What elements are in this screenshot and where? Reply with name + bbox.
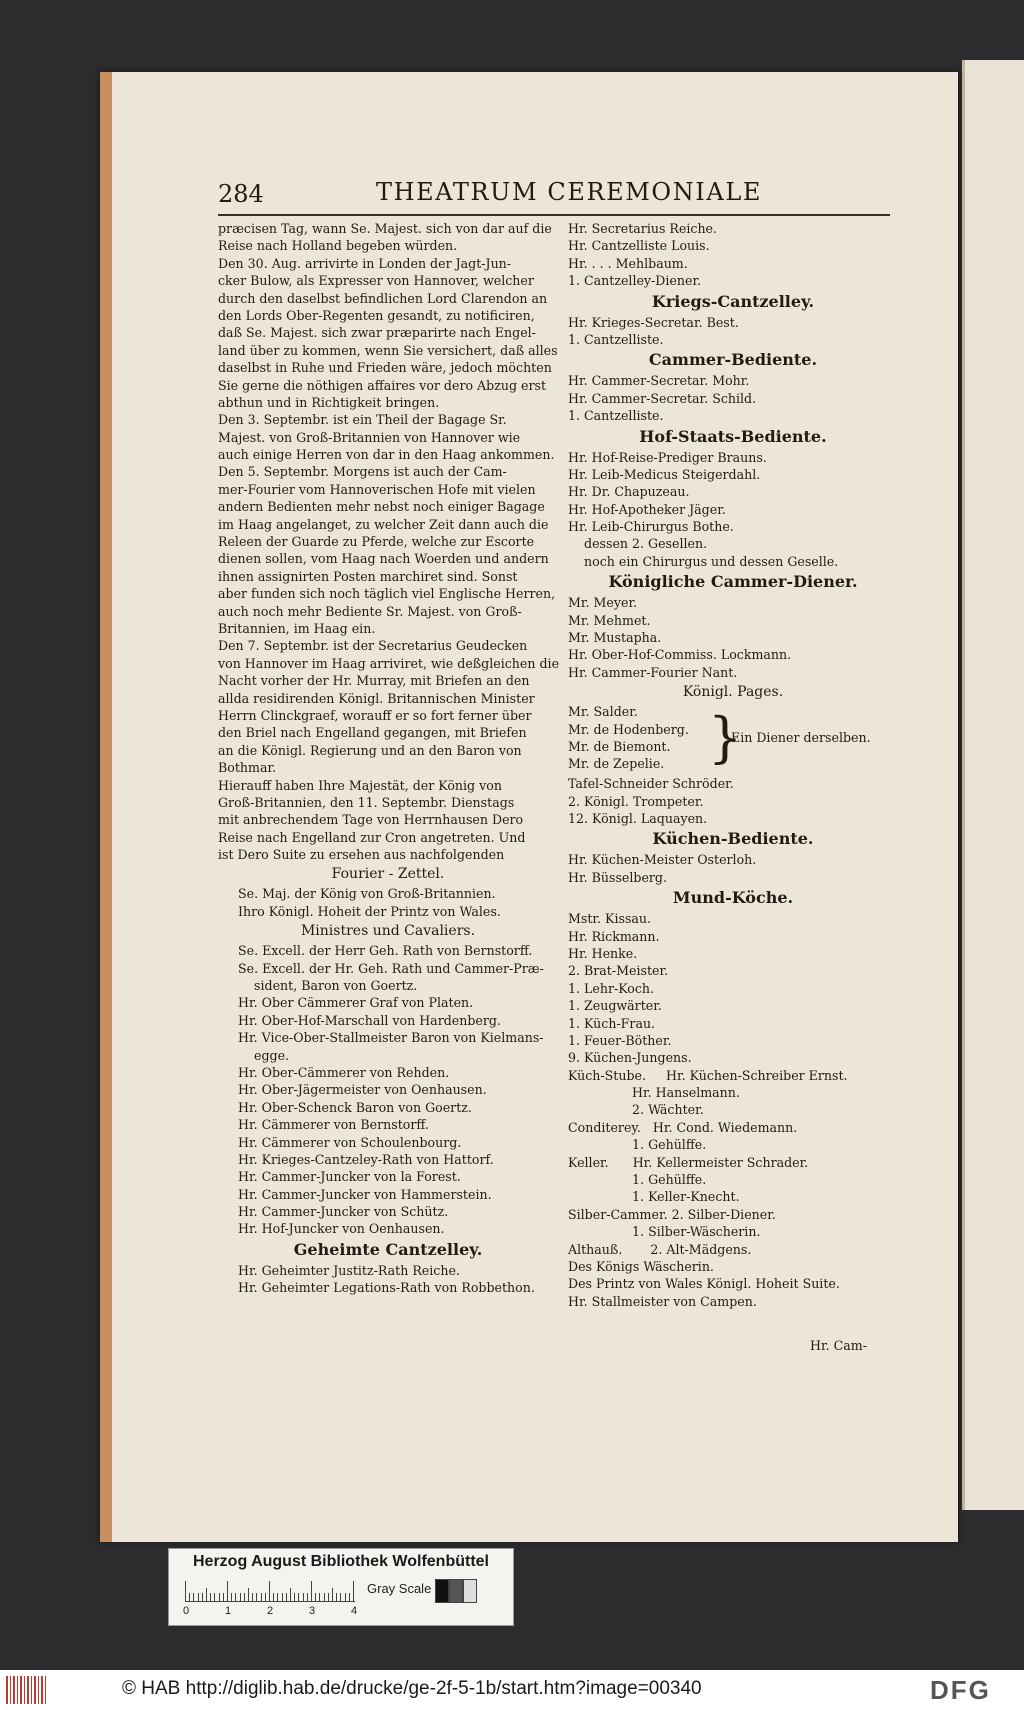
- brace-glyph: }: [708, 706, 743, 770]
- gray-swatch-dark: [449, 1579, 463, 1603]
- ruler-tick: [185, 1581, 186, 1601]
- ruler-tick: [198, 1593, 199, 1601]
- text-line: Hierauff haben Ihre Majestät, der König von: [218, 777, 502, 793]
- text-line: Des Printz von Wales Königl. Hoheit Suite.: [568, 1276, 840, 1292]
- text-line: Sie gerne die nöthigen affaires vor dero Abzug erst: [218, 377, 547, 393]
- ruler-tick: [303, 1593, 304, 1601]
- text-line: Hr. Henke.: [568, 945, 638, 961]
- text-line: dienen sollen, vom Haag nach Woerden und andern: [218, 551, 549, 567]
- ruler-tick: [324, 1593, 325, 1601]
- text-line: Bothmar.: [218, 760, 277, 776]
- text-line: 1. Lehr-Koch.: [568, 980, 655, 996]
- text-line: 1. Gehülffe.: [568, 1137, 707, 1153]
- text-line: aber funden sich noch täglich viel Englische Herren,: [218, 586, 556, 602]
- text-line: ist Dero Suite zu ersehen aus nachfolgenden: [218, 847, 505, 863]
- text-line: an die Königl. Regierung und an den Baron von: [218, 742, 522, 758]
- ruler-tick: [294, 1593, 295, 1601]
- text-line: 1. Küch-Frau.: [568, 1015, 656, 1031]
- gray-swatch-black: [435, 1579, 449, 1603]
- text-line: ihnen assignirten Posten marchiret sind. Sonst: [218, 568, 518, 584]
- text-line: Hr. Büsselberg.: [568, 869, 667, 885]
- text-line: Reise nach Engelland zur Cron angetreten. Und: [218, 829, 526, 845]
- text-line: Groß-Britannien, den 11. Septembr. Dienstags: [218, 794, 515, 810]
- text-line: auch noch mehr Bediente Sr. Majest. von Groß-: [218, 603, 522, 619]
- text-line: cker Bulow, als Expresser von Hannover, welcher: [218, 273, 534, 289]
- ruler-tick: [265, 1593, 266, 1601]
- gray-scale-label: Gray Scale: [367, 1581, 432, 1596]
- text-line: durch den daselbst befindlichen Lord Clarendon an: [218, 290, 548, 306]
- catchword: Hr. Cam-: [810, 1338, 867, 1353]
- text-line: 1. Zeugwärter.: [568, 998, 662, 1014]
- text-line: Herrn Clinckgraef, worauff er so fort ferner über: [218, 707, 532, 723]
- ruler-tick: [206, 1588, 207, 1601]
- ruler-tick: [223, 1593, 224, 1601]
- text-line: Mr. de Biemont.: [568, 738, 671, 754]
- text-line: Hr. Krieges-Cantzeley-Rath von Hattorf.: [238, 1151, 494, 1167]
- ruler-tick: [227, 1581, 228, 1601]
- ruler-tick: [336, 1593, 337, 1601]
- card-title: Herzog August Bibliothek Wolfenbüttel: [193, 1553, 489, 1570]
- text-line: Hr. Leib-Chirurgus Bothe.: [568, 519, 734, 535]
- text-line: land über zu kommen, wenn Sie versichert, daß alles: [218, 342, 558, 358]
- dfg-logo: DFG: [930, 1675, 991, 1705]
- ruler-tick: [252, 1593, 253, 1601]
- text-line: Hr. Cantzelliste Louis.: [568, 238, 710, 254]
- text-line: Hr. Cämmerer von Bernstorff.: [238, 1117, 429, 1133]
- adjacent-page-edge: [962, 60, 1024, 1510]
- text-line: 12. Königl. Laquayen.: [568, 810, 708, 826]
- ruler-tick: [189, 1593, 190, 1601]
- text-line: Hr. Geheimter Justitz-Rath Reiche.: [238, 1262, 460, 1278]
- section-heading: Königl. Pages.: [682, 684, 784, 701]
- ruler-tick: [340, 1593, 341, 1601]
- ruler-tick: [282, 1593, 283, 1601]
- ruler-tick: [345, 1593, 346, 1601]
- text-line: daß Se. Majest. sich zwar præparirte nach Engel-: [218, 325, 536, 341]
- text-line: Hr. Cammer-Secretar. Mohr.: [568, 373, 750, 389]
- scale-ruler: [185, 1579, 355, 1602]
- text-line: Mr. Mustapha.: [568, 630, 662, 646]
- left-column: [218, 220, 558, 1297]
- text-line: Tafel-Schneider Schröder.: [568, 776, 734, 792]
- text-line: Nacht vorher der Hr. Murray, mit Briefen an den: [218, 673, 530, 689]
- page-header: [218, 178, 888, 214]
- ruler-tick: [290, 1588, 291, 1601]
- text-line: Mr. Meyer.: [568, 595, 638, 611]
- ruler-tick: [235, 1593, 236, 1601]
- section-heading: Königliche Cammer-Diener.: [608, 572, 858, 592]
- text-line: Hr. Hanselmann.: [568, 1085, 740, 1101]
- text-line: 1. Cantzelliste.: [568, 408, 664, 424]
- ruler-tick: [328, 1593, 329, 1601]
- text-line: 2. Wächter.: [568, 1102, 704, 1118]
- text-line: 1. Feuer-Böther.: [568, 1032, 672, 1048]
- ruler-tick: [315, 1593, 316, 1601]
- color-card: [168, 1548, 514, 1626]
- text-line: Mr. de Hodenberg.: [568, 721, 689, 737]
- ruler-tick: [311, 1581, 312, 1601]
- text-line: Hr. Secretarius Reiche.: [568, 221, 718, 236]
- text-line: Mr. Salder.: [568, 704, 638, 720]
- text-line: Britannien, im Haag ein.: [218, 620, 376, 636]
- page-number: 284: [218, 180, 264, 208]
- text-line: Ihro Königl. Hoheit der Printz von Wales.: [238, 903, 501, 919]
- text-line: Mr. Mehmet.: [568, 612, 651, 628]
- ruler-tick: [273, 1593, 274, 1601]
- text-line: Hr. Küchen-Meister Osterloh.: [568, 852, 757, 868]
- text-line: andern Bedienten mehr nebst noch einiger Bagage: [218, 499, 545, 515]
- text-line: Conditerey. Hr. Cond. Wiedemann.: [568, 1119, 798, 1135]
- ruler-tick: [353, 1581, 354, 1601]
- text-line: den Lords Ober-Regenten gesandt, zu notificiren,: [218, 307, 535, 323]
- text-line: allda residirenden Königl. Britannischen Minister: [218, 690, 535, 706]
- ruler-tick: [298, 1593, 299, 1601]
- text-line: Releen der Guarde zu Pferde, welche zur Escorte: [218, 534, 535, 550]
- text-line: Hr. Hof-Juncker von Oenhausen.: [238, 1221, 445, 1237]
- text-line: Hr. Cämmerer von Schoulenbourg.: [238, 1134, 462, 1150]
- text-line: Des Königs Wäscherin.: [568, 1258, 714, 1274]
- text-line: Majest. von Groß-Britannien von Hannover wie: [218, 429, 521, 445]
- text-line: 1. Cantzelley-Diener.: [568, 273, 702, 289]
- section-heading: Kriegs-Cantzelley.: [651, 291, 815, 311]
- section-heading: Fourier - Zettel.: [331, 866, 445, 883]
- viewer-footer: [0, 1670, 1024, 1710]
- text-line: 1. Cantzelliste.: [568, 331, 664, 347]
- brace-annotation: Ein Diener derselben.: [731, 730, 871, 746]
- text-line: Se. Excell. der Hr. Geh. Rath und Cammer-Præ-: [238, 960, 544, 976]
- ruler-number: 0: [183, 1605, 190, 1617]
- text-line: Hr. Ober Cämmerer Graf von Platen.: [238, 995, 474, 1011]
- ruler-tick: [349, 1593, 350, 1601]
- text-line: Hr. Rickmann.: [568, 928, 660, 944]
- text-line: Hr. Cammer-Juncker von Hammerstein.: [238, 1186, 492, 1202]
- ruler-tick: [286, 1593, 287, 1601]
- section-heading: Mund-Köche.: [672, 888, 794, 908]
- text-line: Hr. Dr. Chapuzeau.: [568, 484, 690, 500]
- text-line: 9. Küchen-Jungens.: [568, 1050, 692, 1066]
- text-line: 2. Brat-Meister.: [568, 963, 669, 979]
- ruler-tick: [202, 1593, 203, 1601]
- text-line: Hr. Stallmeister von Campen.: [568, 1293, 757, 1309]
- ruler-tick: [244, 1593, 245, 1601]
- text-line: Hr. Ober-Cämmerer von Rehden.: [238, 1064, 450, 1080]
- text-line: Silber-Cammer. 2. Silber-Diener.: [568, 1206, 776, 1222]
- barcode-icon: [6, 1676, 46, 1704]
- text-line: Hr. Ober-Schenck Baron von Goertz.: [238, 1099, 472, 1115]
- text-line: Hr. Cammer-Juncker von la Forest.: [238, 1169, 461, 1185]
- text-line: Küch-Stube. Hr. Küchen-Schreiber Ernst.: [568, 1067, 848, 1083]
- text-line: noch ein Chirurgus und dessen Geselle.: [568, 553, 839, 569]
- text-line: Hr. Cammer-Juncker von Schütz.: [238, 1204, 449, 1220]
- right-column: [568, 220, 898, 1310]
- text-line: Se. Maj. der König von Groß-Britannien.: [238, 886, 496, 902]
- text-line: 1. Silber-Wäscherin.: [568, 1224, 761, 1240]
- text-line: Hr. Krieges-Secretar. Best.: [568, 314, 739, 330]
- text-line: Den 30. Aug. arrivirte in Londen der Jagt-Jun-: [218, 255, 512, 271]
- text-line: sident, Baron von Goertz.: [238, 978, 418, 994]
- ruler-tick: [240, 1593, 241, 1601]
- text-line: Den 5. Septembr. Morgens ist auch der Cam-: [218, 464, 507, 480]
- pages-list: [568, 703, 898, 775]
- text-line: Hr. Ober-Hof-Marschall von Hardenberg.: [238, 1012, 501, 1028]
- section-heading: Ministres und Cavaliers.: [300, 923, 476, 940]
- ruler-tick: [256, 1593, 257, 1601]
- text-line: Keller. Hr. Kellermeister Schrader.: [568, 1154, 809, 1170]
- ruler-tick: [307, 1593, 308, 1601]
- running-title: THEATRUM CEREMONIALE: [376, 178, 762, 206]
- text-line: Hr. Leib-Medicus Steigerdahl.: [568, 466, 761, 482]
- ruler-tick: [193, 1593, 194, 1601]
- ruler-tick: [210, 1593, 211, 1601]
- source-link[interactable]: © HAB http://diglib.hab.de/drucke/ge-2f-5-1b/start.htm?image=00340: [122, 1678, 702, 1699]
- header-rule: [218, 214, 890, 216]
- text-line: im Haag angelanget, zu welcher Zeit dann auch die: [218, 516, 549, 532]
- text-line: Hr. Hof-Reise-Prediger Brauns.: [568, 449, 767, 465]
- ruler-tick: [231, 1593, 232, 1601]
- text-line: Hr. Ober-Jägermeister von Oenhausen.: [238, 1082, 487, 1098]
- text-line: den Briel nach Engelland gegangen, mit Briefen: [218, 725, 527, 741]
- text-line: Mr. de Zepelie.: [568, 756, 665, 772]
- text-line: dessen 2. Gesellen.: [568, 536, 708, 552]
- text-line: Mstr. Kissau.: [568, 911, 652, 927]
- text-line: abthun und in Richtigkeit bringen.: [218, 394, 440, 410]
- ruler-tick: [261, 1593, 262, 1601]
- ruler-tick: [332, 1588, 333, 1601]
- section-heading: Geheimte Cantzelley.: [293, 1239, 483, 1259]
- text-line: Hr. . . . Mehlbaum.: [568, 255, 688, 271]
- text-line: von Hannover im Haag arriviret, wie deßgleichen die: [218, 655, 560, 671]
- section-heading: Hof-Staats-Bediente.: [639, 426, 827, 446]
- text-line: Hr. Ober-Hof-Commiss. Lockmann.: [568, 647, 792, 663]
- text-line: Hr. Cammer-Fourier Nant.: [568, 664, 738, 680]
- ruler-tick: [269, 1581, 270, 1601]
- ruler-number: 3: [309, 1605, 316, 1617]
- text-line: Hr. Cammer-Secretar. Schild.: [568, 390, 757, 406]
- text-line: mit anbrechendem Tage von Herrnhausen Dero: [218, 812, 524, 828]
- text-line: mer-Fourier vom Hannoverischen Hofe mit vielen: [218, 481, 536, 497]
- text-line: auch einige Herren von dar in den Haag ankommen.: [218, 447, 555, 463]
- text-line: Reise nach Holland begeben würden.: [218, 238, 458, 254]
- text-line: Althauß. 2. Alt-Mädgens.: [568, 1241, 752, 1257]
- text-line: præcisen Tag, wann Se. Majest. sich von dar auf die: [218, 221, 552, 236]
- ruler-tick: [219, 1593, 220, 1601]
- text-line: 2. Königl. Trompeter.: [568, 793, 704, 809]
- ruler-tick: [319, 1593, 320, 1601]
- ruler-number: 1: [225, 1605, 232, 1617]
- text-line: daselbst in Ruhe und Frieden wäre, jedoch möchten: [218, 360, 552, 376]
- ruler-tick: [248, 1588, 249, 1601]
- gray-swatch-light: [463, 1579, 477, 1603]
- text-line: Den 7. Septembr. ist der Secretarius Geudecken: [218, 638, 528, 654]
- section-heading: Cammer-Bediente.: [648, 350, 818, 370]
- text-line: Se. Excell. der Herr Geh. Rath von Bernstorff.: [238, 943, 533, 959]
- ruler-number: 4: [351, 1605, 358, 1617]
- text-line: egge.: [238, 1047, 290, 1063]
- text-line: 1. Gehülffe.: [568, 1172, 707, 1188]
- text-line: 1. Keller-Knecht.: [568, 1189, 740, 1205]
- text-line: Den 3. Septembr. ist ein Theil der Bagage Sr.: [218, 412, 507, 428]
- text-line: Hr. Hof-Apotheker Jäger.: [568, 501, 726, 517]
- section-heading: Küchen-Bediente.: [652, 829, 814, 849]
- text-line: Hr. Geheimter Legations-Rath von Robbethon.: [238, 1280, 535, 1296]
- text-line: Hr. Vice-Ober-Stallmeister Baron von Kielmans-: [238, 1030, 544, 1046]
- ruler-number: 2: [267, 1605, 274, 1617]
- ruler-tick: [214, 1593, 215, 1601]
- ruler-tick: [277, 1593, 278, 1601]
